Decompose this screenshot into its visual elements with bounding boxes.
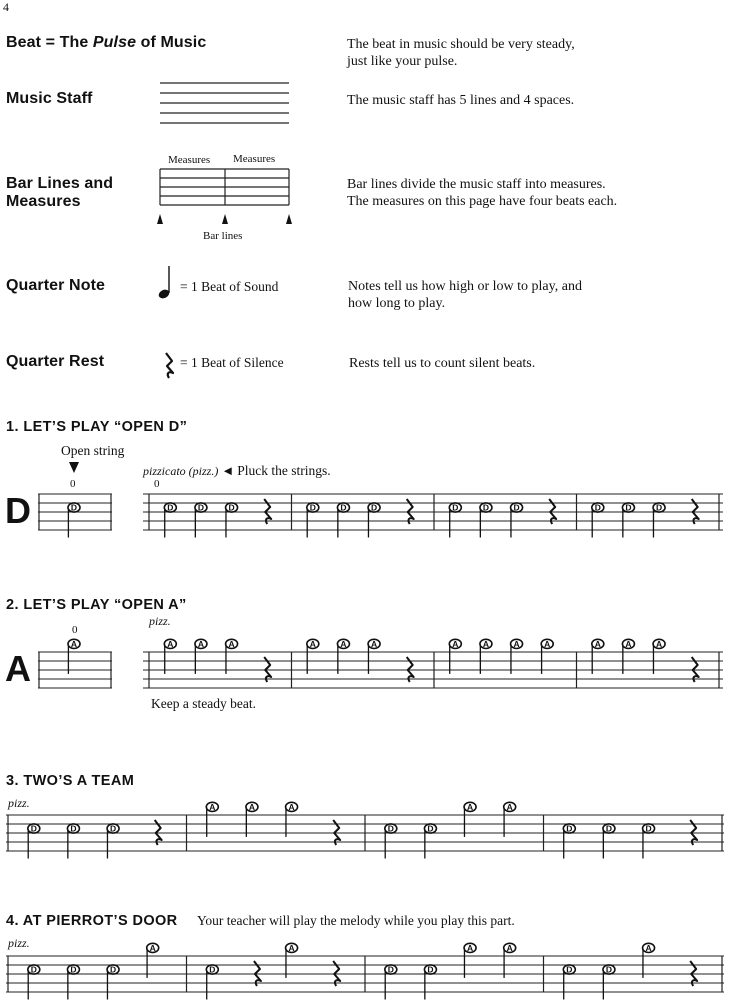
note-d: [424, 824, 436, 859]
exercise-2-string-letter: A: [5, 648, 31, 689]
note-letter: D: [427, 964, 434, 975]
note-letter: A: [248, 802, 256, 813]
beat-term: Beat = The Pulse of Music: [6, 34, 207, 51]
note-letter: D: [566, 964, 573, 975]
exercise-1-title: 1. LET’S PLAY “OPEN D”: [6, 419, 188, 435]
music-staff-term: Music Staff: [6, 90, 93, 107]
note-letter: D: [370, 502, 378, 513]
note-letter: D: [387, 823, 394, 834]
note-a: [464, 802, 476, 837]
bar-lines-diagram: [158, 168, 293, 230]
note-letter: A: [655, 639, 663, 650]
note-letter: A: [544, 639, 551, 650]
note-a: [286, 802, 298, 837]
note-a: [164, 639, 176, 674]
measures-label-2: Measures: [233, 153, 276, 165]
note-d: [28, 965, 40, 1000]
note-a: [592, 639, 604, 674]
note-letter: A: [209, 802, 216, 813]
note-letter: D: [309, 502, 316, 513]
exercise-4-title: 4. AT PIERROT’S DOOR: [6, 913, 178, 929]
note-d: [368, 503, 380, 538]
note-d: [67, 965, 79, 1000]
quarter-rest-description: Rests tell us to count silent beats.: [349, 356, 536, 371]
note-letter: A: [482, 639, 490, 650]
note-d: [385, 965, 397, 1000]
note-letter: D: [109, 823, 117, 834]
bar-lines-description: Bar lines divide the music staff into measures. The measures on this page have four beats each.: [347, 177, 618, 209]
note-letter: D: [197, 502, 205, 513]
note-a: [246, 802, 258, 837]
note-letter: D: [605, 964, 613, 975]
note-letter: D: [566, 823, 573, 834]
note-d: [28, 824, 40, 859]
note-letter: A: [167, 639, 174, 650]
quarter-rest-term: Quarter Rest: [6, 353, 105, 370]
note-d: [603, 824, 615, 859]
note-a: [68, 639, 80, 674]
exercise-2-string-staff: [38, 639, 113, 690]
note-a: [307, 639, 319, 674]
note-letter: A: [506, 802, 513, 813]
note-d: [195, 503, 207, 538]
note-letter: A: [70, 639, 78, 650]
note-letter: D: [513, 502, 520, 513]
note-letter: A: [288, 943, 295, 954]
note-d: [563, 965, 575, 1000]
note-letter: D: [70, 502, 78, 513]
note-d: [643, 824, 655, 859]
note-letter: A: [197, 639, 205, 650]
note-letter: A: [506, 943, 513, 954]
note-letter: A: [645, 943, 652, 954]
note-letter: D: [167, 502, 174, 513]
note-letter: A: [625, 639, 632, 650]
note-a: [206, 802, 218, 837]
first-note-fingering: 0: [154, 478, 160, 490]
note-letter: A: [309, 639, 316, 650]
exercise-2-pizz: pizz.: [149, 614, 171, 628]
note-a: [643, 943, 655, 978]
note-letter: D: [625, 502, 632, 513]
note-d: [424, 965, 436, 1000]
note-a: [464, 943, 476, 978]
note-d: [592, 503, 604, 538]
note-letter: D: [594, 502, 601, 513]
note-letter: D: [482, 502, 490, 513]
open-a-fingering: 0: [72, 624, 78, 636]
note-letter: A: [452, 639, 459, 650]
staff-description: The music staff has 5 lines and 4 spaces.: [347, 93, 575, 108]
exercise-3-pizz: pizz.: [8, 796, 30, 810]
note-letter: D: [605, 823, 613, 834]
music-staff-diagram: [160, 82, 290, 132]
quarter-note-equation: = 1 Beat of Sound: [180, 279, 279, 294]
note-letter: D: [427, 823, 434, 834]
note-d: [480, 503, 492, 538]
note-d: [511, 503, 523, 538]
exercise-1-string-letter: D: [5, 490, 31, 531]
note-letter: A: [466, 943, 474, 954]
page-number: 4: [3, 0, 9, 14]
note-letter: D: [452, 502, 459, 513]
note-a: [653, 639, 665, 674]
exercise-1-staff: [143, 490, 723, 532]
exercise-1-string-staff: [38, 490, 113, 532]
note-a: [147, 943, 159, 978]
note-letter: A: [228, 639, 235, 650]
measures-label-1: Measures: [168, 154, 211, 166]
exercise-2-staff: [143, 639, 723, 690]
note-letter: D: [30, 964, 37, 975]
note-d: [206, 965, 218, 1000]
note-d: [68, 503, 80, 538]
note-d: [622, 503, 634, 538]
note-d: [385, 824, 397, 859]
exercise-4-subtitle: Your teacher will play the melody while you play this part.: [197, 913, 515, 928]
note-a: [480, 639, 492, 674]
open-string-fingering: 0: [70, 478, 76, 490]
note-d: [449, 503, 461, 538]
note-d: [107, 965, 119, 1000]
quarter-rest-icon: [163, 352, 177, 380]
exercise-2-title: 2. LET’S PLAY “OPEN A”: [6, 597, 187, 613]
note-letter: D: [70, 964, 77, 975]
note-a: [511, 639, 523, 674]
note-d: [226, 503, 238, 538]
note-letter: A: [513, 639, 520, 650]
exercise-4-pizz: pizz.: [8, 936, 30, 950]
note-a: [286, 943, 298, 978]
bar-lines-term: Bar Lines and Measures: [6, 175, 114, 210]
note-a: [541, 639, 553, 674]
quarter-rest-equation: = 1 Beat of Silence: [180, 355, 284, 370]
note-letter: D: [109, 964, 117, 975]
note-letter: A: [149, 943, 156, 954]
note-letter: D: [209, 964, 216, 975]
note-letter: A: [340, 639, 347, 650]
note-d: [563, 824, 575, 859]
note-letter: A: [594, 639, 601, 650]
steady-beat-caption: Keep a steady beat.: [151, 696, 256, 711]
note-a: [226, 639, 238, 674]
note-letter: D: [387, 964, 394, 975]
note-letter: A: [370, 639, 378, 650]
note-letter: D: [70, 823, 77, 834]
quarter-note-description: Notes tell us how high or low to play, and how long to play.: [348, 279, 582, 311]
quarter-note-icon: [158, 265, 178, 301]
note-a: [622, 639, 634, 674]
bar-lines-label: Bar lines: [203, 230, 243, 242]
note-a: [337, 639, 349, 674]
note-a: [195, 639, 207, 674]
note-letter: D: [655, 502, 663, 513]
note-d: [164, 503, 176, 538]
note-letter: A: [288, 802, 295, 813]
note-d: [337, 503, 349, 538]
note-a: [449, 639, 461, 674]
pizzicato-marking: pizzicato (pizz.) ◄ Pluck the strings.: [143, 463, 331, 478]
quarter-note-term: Quarter Note: [6, 277, 105, 294]
open-string-label: Open string: [61, 443, 125, 458]
note-d: [653, 503, 665, 538]
beat-description: The beat in music should be very steady, just like your pulse.: [347, 37, 575, 69]
note-letter: A: [466, 802, 474, 813]
note-letter: D: [228, 502, 235, 513]
note-a: [504, 943, 516, 978]
note-a: [368, 639, 380, 674]
open-string-arrow-icon: [69, 462, 81, 474]
note-a: [504, 802, 516, 837]
note-d: [107, 824, 119, 859]
note-d: [307, 503, 319, 538]
note-letter: D: [340, 502, 347, 513]
note-letter: D: [30, 823, 37, 834]
note-letter: D: [645, 823, 652, 834]
exercise-3-title: 3. TWO’S A TEAM: [6, 773, 135, 789]
note-d: [603, 965, 615, 1000]
note-d: [67, 824, 79, 859]
